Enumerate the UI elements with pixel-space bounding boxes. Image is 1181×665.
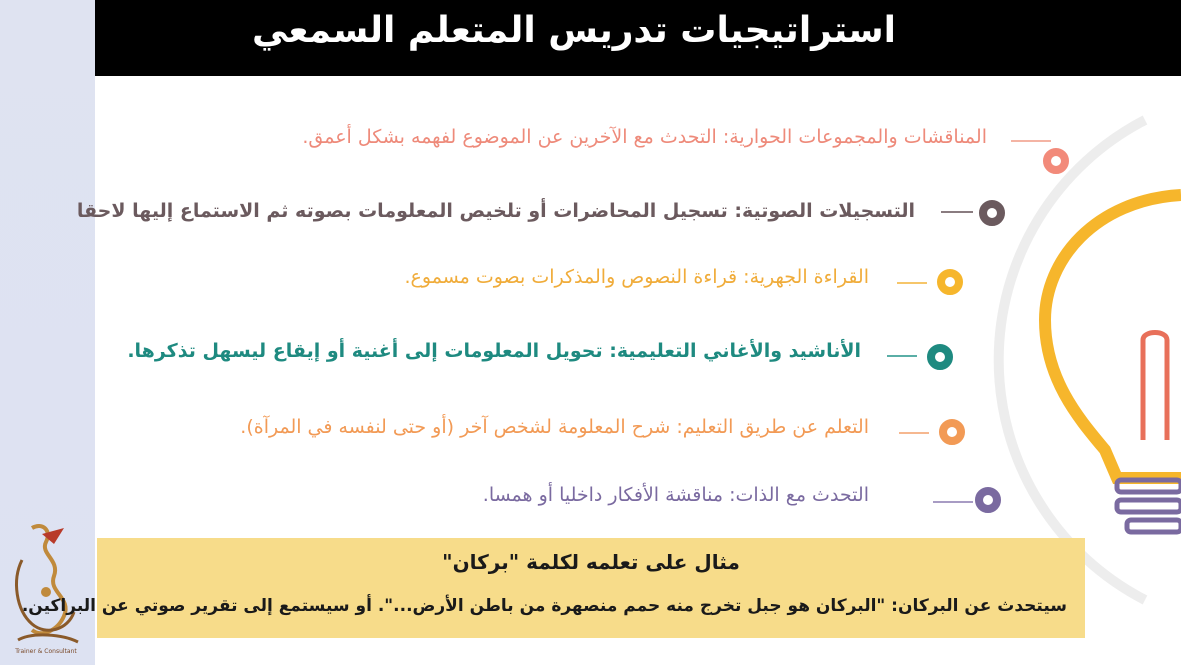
presenter-logo [2,520,92,660]
strategy-item-reading-aloud: القراءة الجهرية: قراءة النصوص والمذكرات بصوت مسموع. [404,266,869,288]
example-box [21,538,1085,638]
logo-caption: Trainer & Consultant [15,648,77,655]
item-bullet-icon [1043,148,1069,174]
item-connector [941,211,973,213]
strategy-item-songs: الأناشيد والأغاني التعليمية: تحويل المعلومات إلى أغنية أو إيقاع ليسهل تذكرها. [127,340,861,362]
item-bullet-icon [927,344,953,370]
strategy-item-teaching: التعلم عن طريق التعليم: شرح المعلومة لشخص آخر (أو حتى لنفسه في المرآة). [240,416,869,438]
item-connector [899,432,929,434]
item-bullet-icon [939,419,965,445]
item-connector [887,355,917,357]
item-bullet-icon [979,200,1005,226]
item-connector [897,282,927,284]
strategy-item-recordings: التسجيلات الصوتية: تسجيل المحاضرات أو تلخيص المعلومات بصوته ثم الاستماع إليها لاحقا [76,200,915,222]
item-connector [1011,140,1051,142]
item-bullet-icon [937,269,963,295]
example-title: مثال على تعلمه لكلمة "بركان" [442,550,740,574]
slide-title: استراتيجيات تدريس المتعلم السمعي [251,10,896,51]
item-connector [933,501,973,503]
example-text: سيتحدث عن البركان: "البركان هو جبل تخرج منه حمم منصهرة من باطن الأرض...". أو سيستمع إلى تقرير صوتي عن البراكين. [21,596,1067,616]
strategy-item-discussions: المناقشات والمجموعات الحوارية: التحدث مع الآخرين عن الموضوع لفهمه بشكل أعمق. [302,126,987,148]
item-bullet-icon [975,487,1001,513]
strategy-item-self-talk: التحدث مع الذات: مناقشة الأفكار داخليا أو همسا. [482,484,869,506]
